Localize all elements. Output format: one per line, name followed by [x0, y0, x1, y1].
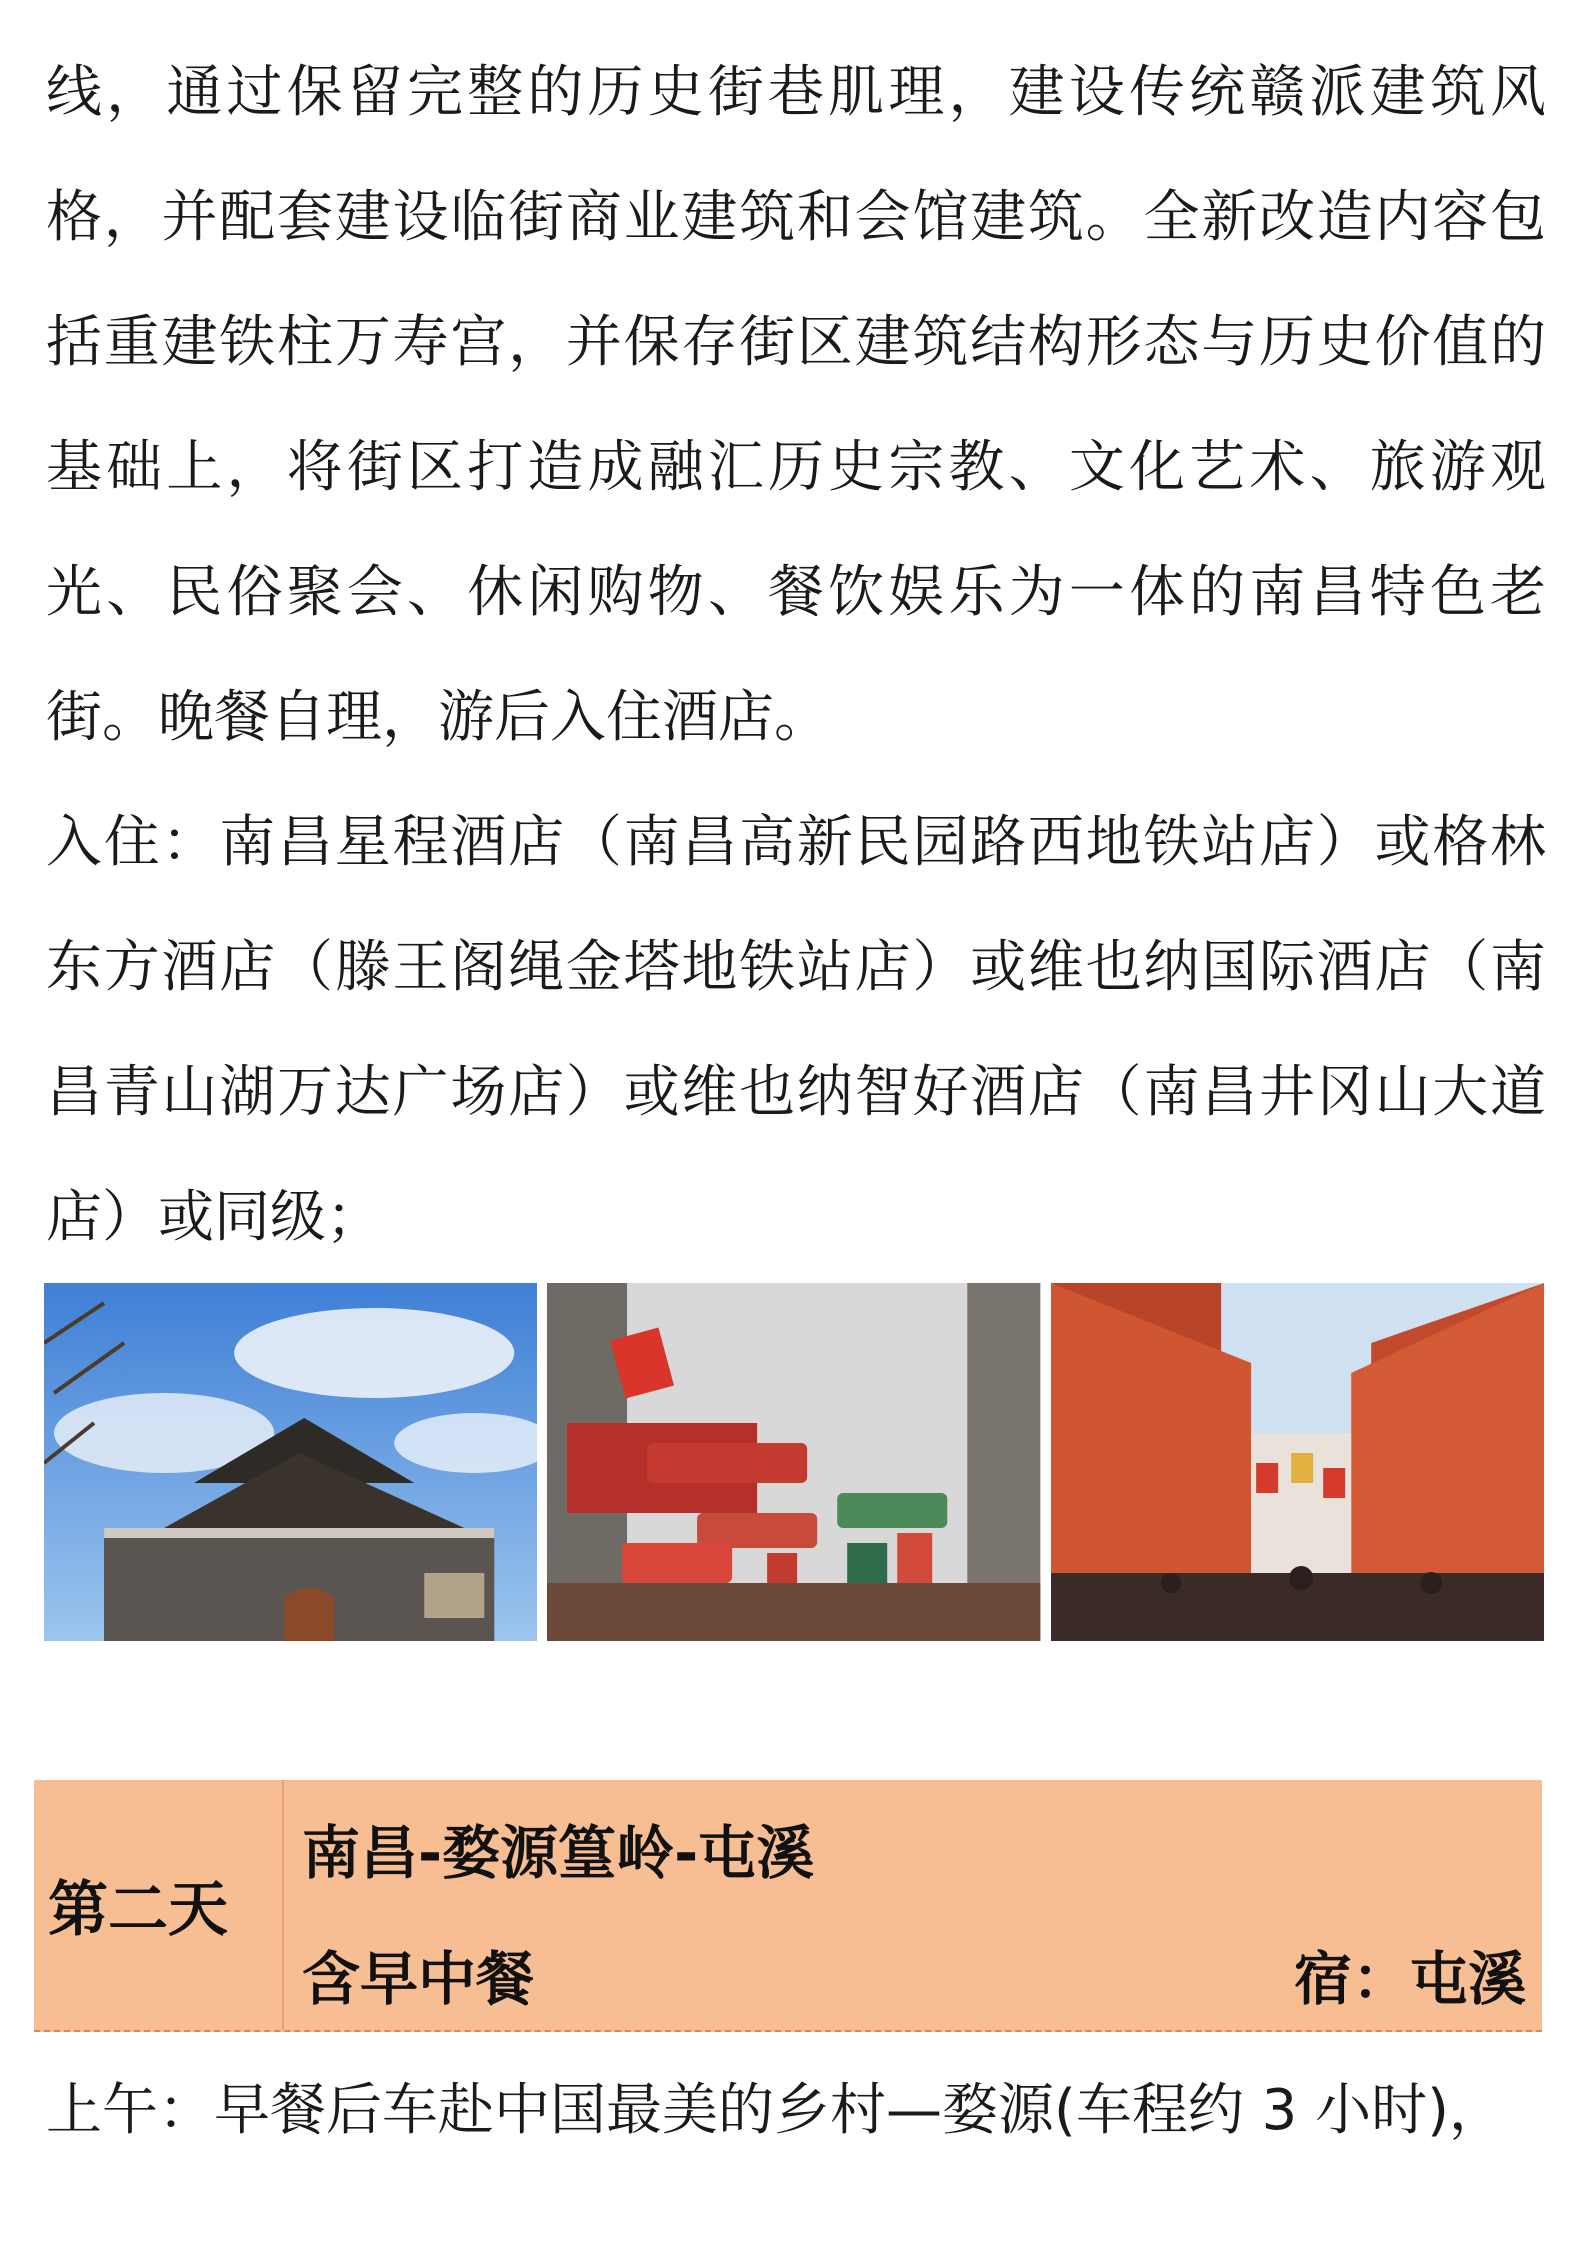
route-title: 南昌-婺源篁岭-屯溪 — [302, 1819, 815, 1887]
temple-photo — [44, 1283, 537, 1641]
photo-strip — [44, 1283, 1544, 1641]
day-info — [284, 1780, 1542, 2030]
day-two-header — [34, 1780, 1542, 2032]
hotel-paragraph: 入住：南昌星程酒店（南昌高新民园路西地铁站店）或格林东方酒店（滕王阁绳金塔地铁站店）或维也纳国际酒店（南昌青山湖万达广场店）或维也纳智好酒店（南昌井冈山大道店）或同级； — [46, 810, 1546, 1250]
meals-info: 含早中餐 — [302, 1945, 535, 2013]
day-label: 第二天 — [34, 1780, 284, 2030]
street-signs-photo — [547, 1283, 1040, 1641]
red-street-photo — [1051, 1283, 1544, 1641]
morning-schedule: 上午：早餐后车赴中国最美的乡村—婺源(车程约 3 小时)， — [46, 2078, 1505, 2143]
intro-paragraph: 线，通过保留完整的历史街巷肌理，建设传统赣派建筑风格，并配套建设临街商业建筑和会馆建筑。全新改造内容包括重建铁柱万寿宫，并保存街区建筑结构形态与历史价值的基础上，将街区打造成融汇历史宗教、文化艺术、旅游观光、民俗聚会、休闲购物、餐饮娱乐为一体的南昌特色老街。晚餐自理，游后入住酒店。 — [46, 60, 1546, 750]
lodging-info: 宿：屯溪 — [1293, 1945, 1526, 2013]
